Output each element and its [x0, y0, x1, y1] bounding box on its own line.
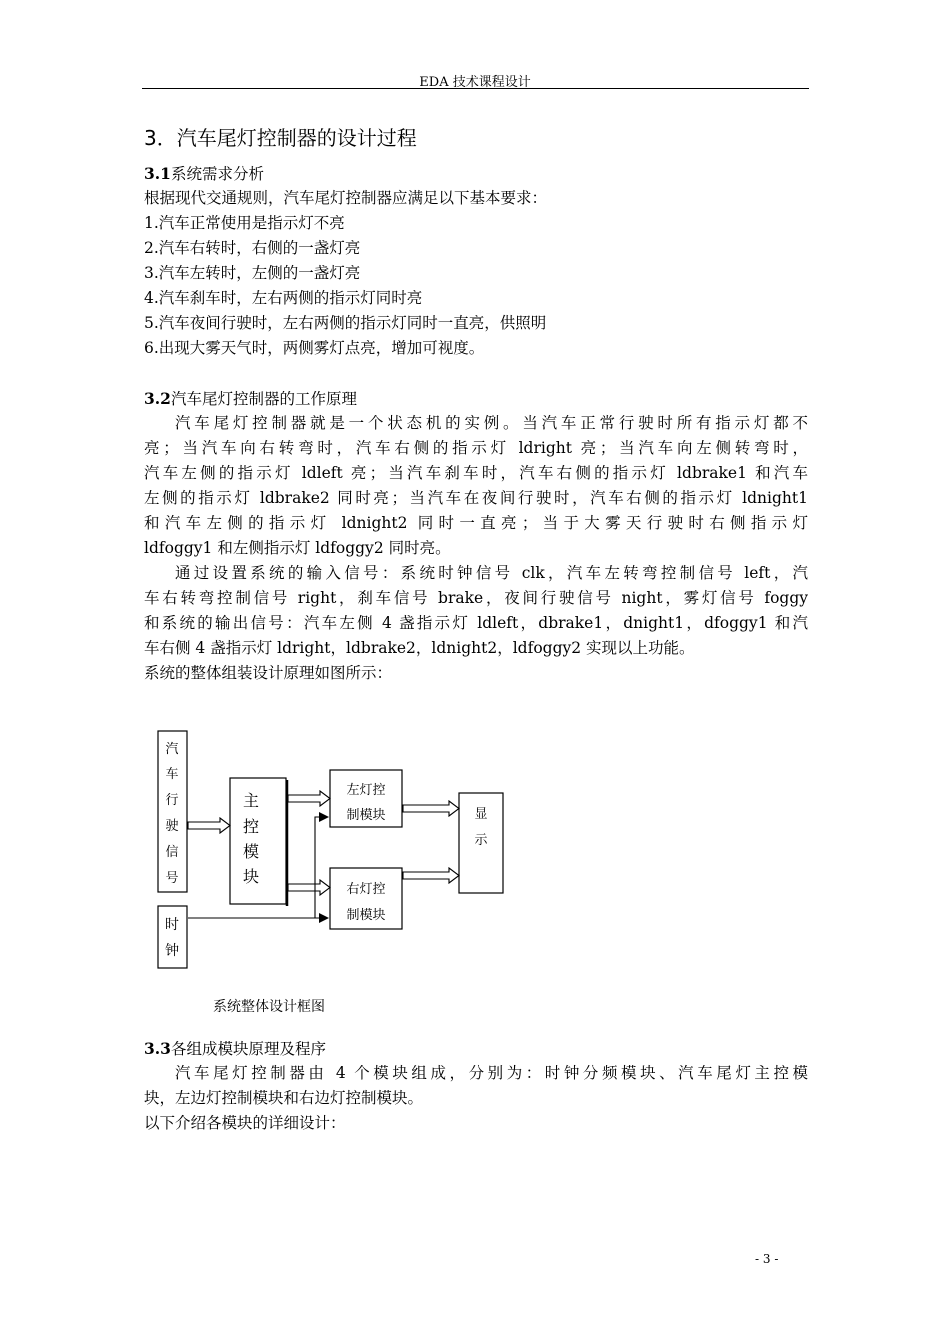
page-header: EDA 技术课程设计	[419, 75, 531, 90]
main-box-char: 块	[242, 867, 260, 886]
display-box-char: 显	[474, 807, 488, 822]
paragraph-line: 系统的整体组装设计原理如图所示：	[144, 664, 393, 682]
requirement-item: 4.汽车刹车时，左右两侧的指示灯同时亮	[144, 289, 423, 307]
paragraph-line: 车右侧 4 盏指示灯 ldright，ldbrake2，ldnight2，ldfoggy2 实现以上功能。	[144, 639, 695, 657]
paragraph-line: 汽车尾灯控制器由 4 个模块组成，分别为：时钟分频模块、汽车尾灯主控模	[175, 1064, 808, 1082]
arrow-signal-to-main	[188, 818, 230, 833]
main-box-char: 主	[242, 791, 260, 810]
diagram-caption: 系统整体设计框图	[213, 999, 325, 1015]
subsection-heading-3-3: 3.3各组成模块原理及程序	[144, 1039, 326, 1058]
signal-box-char: 汽	[165, 742, 179, 757]
arrow-main-to-right	[288, 880, 330, 895]
paragraph-line: 汽车尾灯控制器就是一个状态机的实例。当汽车正常行驶时所有指示灯都不	[175, 414, 808, 432]
arrow-right-to-display	[403, 868, 459, 883]
right-module-label: 右灯控	[346, 882, 386, 897]
signal-box-char: 驶	[165, 819, 179, 834]
requirements-intro: 根据现代交通规则，汽车尾灯控制器应满足以下基本要求：	[144, 189, 548, 207]
paragraph-line: 通过设置系统的输入信号：系统时钟信号 clk，汽车左转弯控制信号 left，汽	[175, 564, 808, 582]
left-module-label: 制模块	[346, 808, 386, 823]
subsection-heading-3-2: 3.2汽车尾灯控制器的工作原理	[144, 389, 357, 408]
subsection-heading-3-1: 3.1系统需求分析	[144, 164, 264, 183]
paragraph-line: 块，左边灯控制模块和右边灯控制模块。	[144, 1089, 424, 1107]
paragraph-line: 和系统的输出信号：汽车左侧 4 盏指示灯 ldleft，dbrake1，dnight1，dfoggy1 和汽	[144, 614, 808, 632]
arrow-main-to-left	[288, 791, 330, 806]
header-rule	[142, 88, 809, 89]
clock-to-left-arrow	[315, 817, 328, 918]
section-title: 3．汽车尾灯控制器的设计过程	[144, 126, 417, 150]
requirement-item: 6.出现大雾天气时，两侧雾灯点亮，增加可视度。	[144, 339, 485, 357]
requirement-item: 1.汽车正常使用是指示灯不亮	[144, 214, 345, 232]
main-box-char: 控	[242, 817, 260, 836]
signal-box-char: 信	[165, 845, 179, 860]
paragraph-line: ldfoggy1 和左侧指示灯 ldfoggy2 同时亮。	[144, 539, 451, 557]
paragraph-line: 左侧的指示灯 ldbrake2 同时亮；当汽车在夜间行驶时，汽车右侧的指示灯 ldnight1	[144, 489, 808, 507]
main-box-char: 模	[242, 842, 260, 861]
block-diagram	[150, 722, 520, 977]
requirement-item: 5.汽车夜间行驶时，左右两侧的指示灯同时一直亮，供照明	[144, 314, 547, 332]
page-number: - 3 -	[755, 1252, 779, 1266]
paragraph-line: 以下介绍各模块的详细设计：	[144, 1114, 346, 1132]
paragraph-line: 和汽车左侧的指示灯 ldnight2 同时一直亮；当于大雾天行驶时右侧指示灯	[144, 514, 808, 532]
arrow-left-to-display	[403, 801, 459, 816]
paragraph-line: 车右转弯控制信号 right，刹车信号 brake，夜间行驶信号 night，雾灯信号 foggy	[144, 589, 808, 607]
requirement-item: 3.汽车左转时，左侧的一盏灯亮	[144, 264, 361, 282]
paragraph-line: 汽车左侧的指示灯 ldleft 亮；当汽车刹车时，汽车右侧的指示灯 ldbrake1 和汽车	[144, 464, 808, 482]
paragraph-line: 亮；当汽车向右转弯时，汽车右侧的指示灯 ldright 亮；当汽车向左侧转弯时，	[144, 439, 808, 457]
signal-box-char: 号	[165, 871, 179, 886]
right-module-label: 制模块	[346, 908, 386, 923]
display-box-char: 示	[474, 833, 488, 848]
clock-box-char: 时	[165, 917, 179, 933]
left-module-label: 左灯控	[346, 783, 386, 798]
signal-box-char: 行	[165, 793, 179, 808]
requirement-item: 2.汽车右转时，右侧的一盏灯亮	[144, 239, 361, 257]
clock-box-char: 钟	[165, 943, 179, 959]
signal-box-char: 车	[165, 767, 179, 782]
